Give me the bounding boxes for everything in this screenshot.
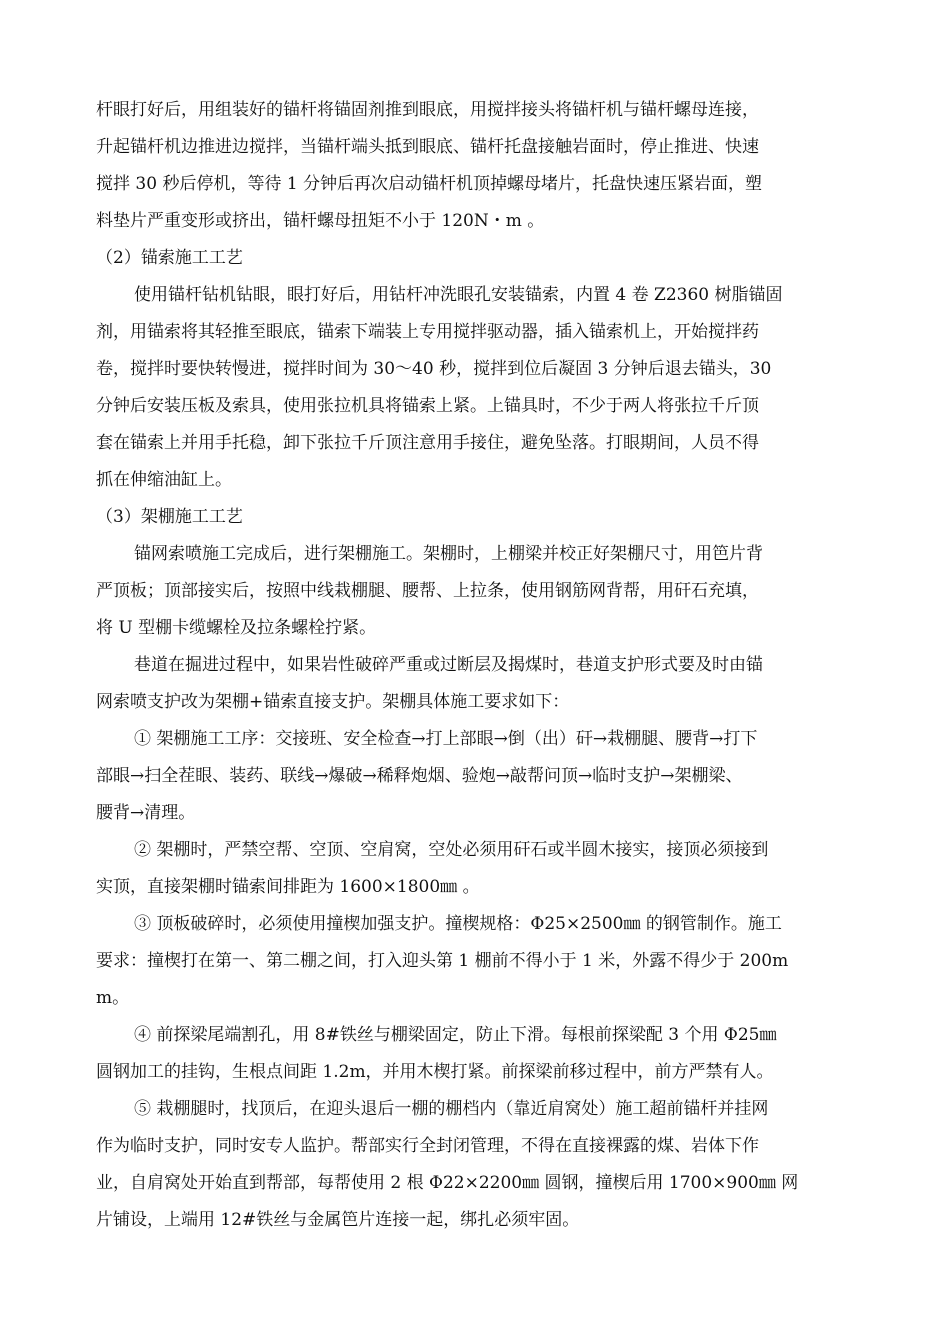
text-line: m。	[96, 988, 130, 1008]
text-line: ⑤ 栽棚腿时，找顶后，在迎头退后一棚的棚档内（靠近肩窝处）施工超前锚杆并挂网	[134, 1099, 769, 1119]
text-line: 要求：撞楔打在第一、第二棚之间，打入迎头第 1 棚前不得小于 1 米，外露不得少于 200m	[96, 951, 789, 971]
text-line: 巷道在掘进过程中，如果岩性破碎严重或过断层及揭煤时，巷道支护形式要及时由锚	[134, 655, 763, 675]
text-line: 套在锚索上并用手托稳，卸下张拉千斤顶注意用手接住，避免坠落。打眼期间，人员不得	[96, 433, 759, 453]
paragraph-item-4	[96, 1017, 858, 1091]
paragraph-anchor-cable	[96, 277, 858, 499]
paragraph-item-1	[96, 721, 858, 832]
text-line: ③ 顶板破碎时，必须使用撞楔加强支护。撞楔规格：Φ25×2500㎜ 的钢管制作。施工	[134, 914, 782, 934]
paragraph-support-change	[96, 647, 858, 721]
section-heading-anchor-cable: （2）锚索施工工艺	[96, 248, 243, 268]
text-line: 圆钢加工的挂钩，生根点间距 1.2m，并用木楔打紧。前探梁前移过程中，前方严禁有人。	[96, 1062, 774, 1082]
text-line: 实顶，直接架棚时锚索间排距为 1600×1800㎜ 。	[96, 877, 480, 897]
text-line: 杆眼打好后，用组装好的锚杆将锚固剂推到眼底，用搅拌接头将锚杆机与锚杆螺母连接，	[96, 100, 759, 120]
text-line: ④ 前探梁尾端割孔，用 8#铁丝与棚梁固定，防止下滑。每根前探梁配 3 个用 Φ25㎜	[134, 1025, 777, 1045]
text-line: 升起锚杆机边推进边搅拌，当锚杆端头抵到眼底、锚杆托盘接触岩面时，停止推进、快速	[96, 137, 759, 157]
text-line: 剂，用锚索将其轻推至眼底，锚索下端装上专用搅拌驱动器，插入锚索机上，开始搅拌药	[96, 322, 759, 342]
text-line: ② 架棚时，严禁空帮、空顶、空肩窝，空处必须用矸石或半圆木接实，接顶必须接到	[134, 840, 769, 860]
text-line: 严顶板；顶部接实后，按照中线栽棚腿、腰帮、上拉条，使用钢筋网背帮，用矸石充填，	[96, 581, 759, 601]
text-line: 料垫片严重变形或挤出，锚杆螺母扭矩不小于 120N・m 。	[96, 211, 545, 231]
text-line: 网索喷支护改为架棚+锚索直接支护。架棚具体施工要求如下：	[96, 692, 570, 712]
paragraph-item-3	[96, 906, 858, 1017]
paragraph-shed-frame	[96, 536, 858, 647]
text-line: 部眼→扫全茬眼、装药、联线→爆破→稀释炮烟、验炮→敲帮问顶→临时支护→架棚梁、	[96, 766, 743, 786]
paragraph-item-2	[96, 832, 858, 906]
paragraph-item-5	[96, 1091, 858, 1239]
section-heading-shed-frame: （3）架棚施工工艺	[96, 507, 243, 527]
text-line: 腰背→清理。	[96, 803, 196, 823]
text-line: 使用锚杆钻机钻眼，眼打好后，用钻杆冲洗眼孔安装锚索，内置 4 卷 Z2360 树脂锚固	[134, 285, 783, 305]
text-line: 卷，搅拌时要快转慢进，搅拌时间为 30～40 秒，搅拌到位后凝固 3 分钟后退去锚头，30	[96, 359, 772, 379]
text-line: 锚网索喷施工完成后，进行架棚施工。架棚时，上棚梁并校正好架棚尺寸，用笆片背	[134, 544, 763, 564]
text-line: 片铺设，上端用 12#铁丝与金属笆片连接一起，绑扎必须牢固。	[96, 1210, 580, 1230]
text-line: 作为临时支护，同时安专人监护。帮部实行全封闭管理，不得在直接裸露的煤、岩体下作	[96, 1136, 759, 1156]
text-line: 业，自肩窝处开始直到帮部，每帮使用 2 根 Φ22×2200㎜ 圆钢，撞楔后用 1700×900㎜ 网	[96, 1173, 799, 1193]
document-page	[96, 92, 858, 1239]
text-line: ① 架棚施工工序：交接班、安全检查→打上部眼→倒（出）矸→栽棚腿、腰背→打下	[134, 729, 758, 749]
text-line: 抓在伸缩油缸上。	[96, 470, 232, 490]
paragraph-anchor-bolt-continued	[96, 92, 858, 240]
text-line: 将 U 型棚卡缆螺栓及拉条螺栓拧紧。	[96, 618, 377, 638]
text-line: 搅拌 30 秒后停机，等待 1 分钟后再次启动锚杆机顶掉螺母堵片，托盘快速压紧岩面，塑	[96, 174, 763, 194]
text-line: 分钟后安装压板及索具，使用张拉机具将锚索上紧。上锚具时，不少于两人将张拉千斤顶	[96, 396, 759, 416]
